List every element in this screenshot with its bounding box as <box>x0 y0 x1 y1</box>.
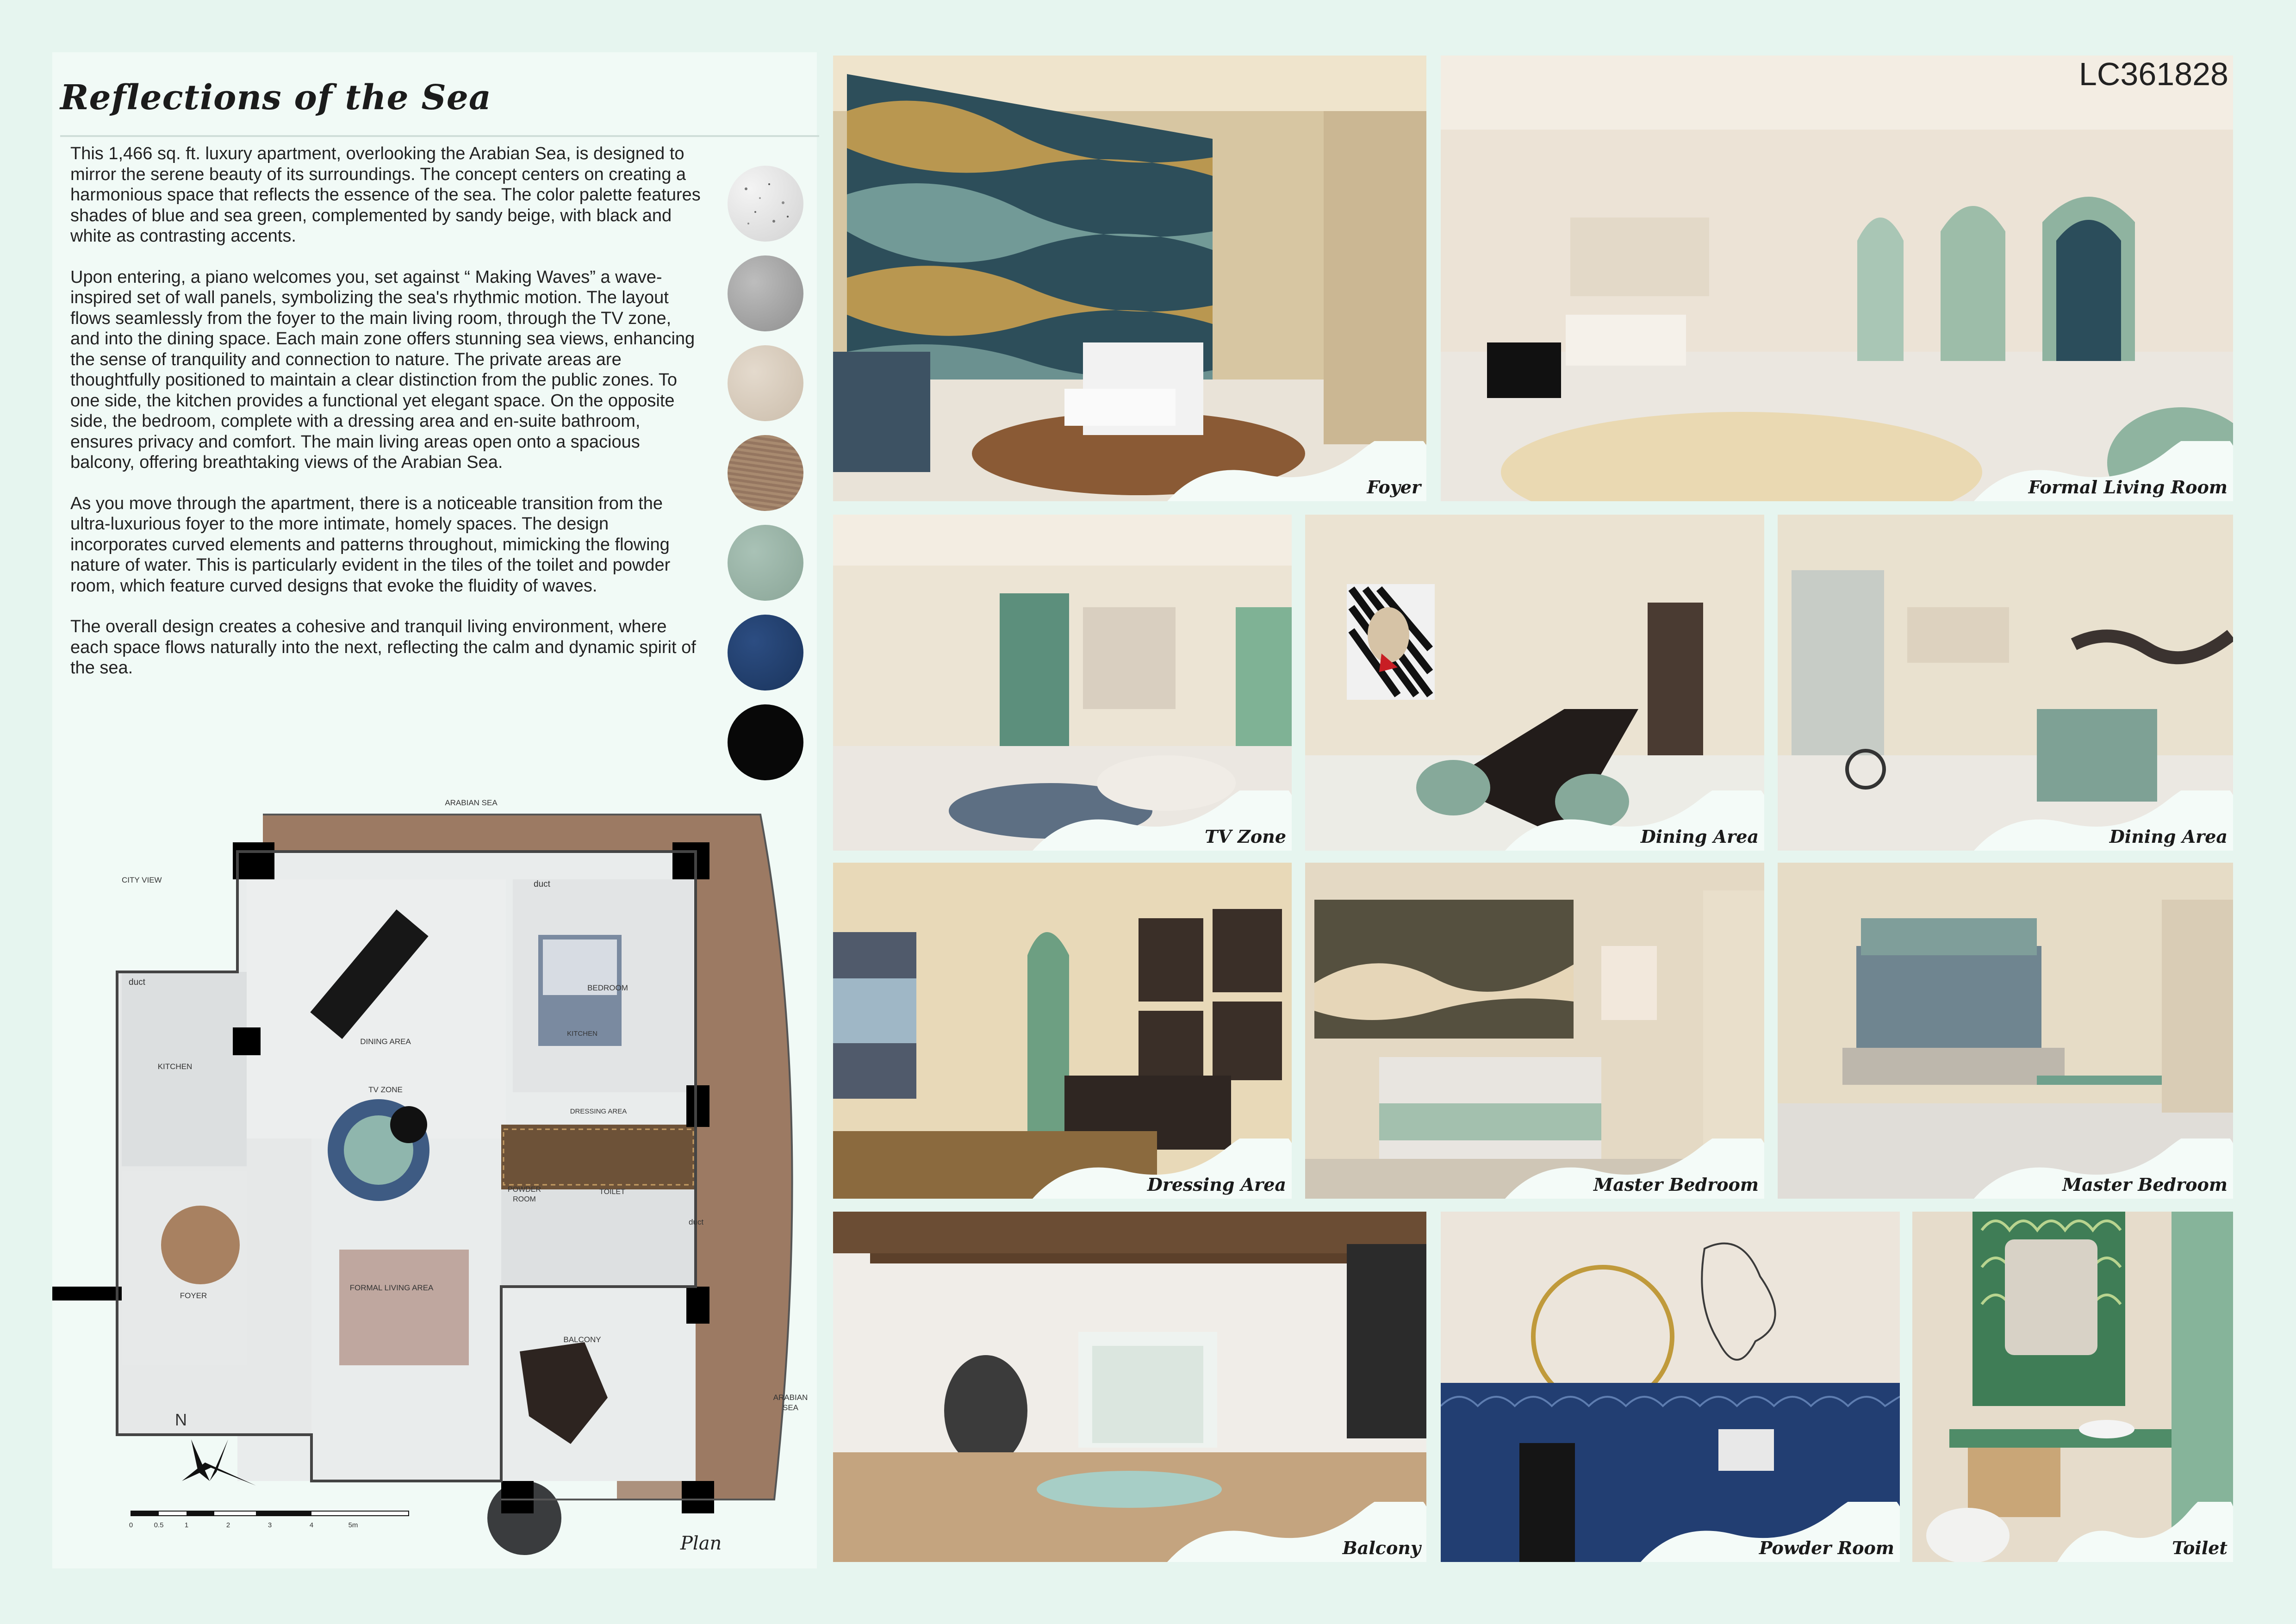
plan-caption: Plan <box>680 1533 722 1554</box>
caption-toilet: Toilet <box>2172 1537 2228 1558</box>
description-paragraph-2: Upon entering, a piano welcomes you, set against “ Making Waves” a wave-inspired set of wall panels, symbolizing the sea's rhythmic motion. The layout flows seamlessly from the foyer to the main living room, through the TV zone, and into the dining space. Each main zone offers stunning sea views, enhancing the sense of tranquility and connection to nature. The private areas are thoughtfully positioned to maintain a clear distinction from the public zones. To one side, the kitchen provides a functional yet elegant space. On the opposite side, the bedroom, complete with a dressing area and en-suite bathroom, ensures privacy and comfort. The main living areas open onto a spacious balcony, offering breathtaking views of the Arabian Sea. <box>70 267 695 472</box>
caption-master-bedroom-2: Master Bedroom <box>2062 1174 2228 1195</box>
plan-label-room: ROOM <box>513 1195 536 1203</box>
swatch-sea-green <box>728 525 803 601</box>
caption-dressing-area: Dressing Area <box>1147 1174 1286 1195</box>
photo-powder-room <box>1441 1212 1900 1562</box>
scale-tick-1: 1 <box>184 1521 189 1529</box>
photo-dressing-area <box>833 863 1292 1199</box>
caption-foyer: Foyer <box>1367 477 1421 498</box>
scale-tick-2: 2 <box>226 1521 230 1529</box>
scale-tick-5m: 5m <box>348 1521 358 1529</box>
caption-powder-room: Powder Room <box>1759 1537 1894 1558</box>
project-code: LC361828 <box>2078 56 2228 92</box>
description-paragraph-4: The overall design creates a cohesive and tranquil living environment, where each space flows naturally into the next, reflecting the calm and dynamic spirit of the sea. <box>70 617 696 678</box>
plan-label-balcony: BALCONY <box>563 1335 601 1344</box>
plan-label-arabian-sea-top: ARABIAN SEA <box>445 798 498 807</box>
plan-label-bedroom: BEDROOM <box>587 983 628 992</box>
caption-dining-area-1: Dining Area <box>1640 826 1759 847</box>
scale-tick-05: 0.5 <box>154 1521 164 1529</box>
description-paragraph-1: This 1,466 sq. ft. luxury apartment, overlooking the Arabian Sea, is designed to mirror the serene beauty of its surroundings. The concept centers on creating a harmonious space that reflects the essence of the sea. The color palette features shades of blue and sea green, complemented by sandy beige, with black and white as contrasting accents. <box>70 144 701 246</box>
north-label: N <box>175 1410 187 1429</box>
swatch-black <box>728 704 803 780</box>
plan-label-city-view: CITY VIEW <box>122 876 162 884</box>
swatch-grey <box>728 255 803 331</box>
plan-label-sea: SEA <box>782 1403 799 1412</box>
plan-label-duct-2: duct <box>129 977 145 987</box>
scale-bar <box>129 1511 409 1529</box>
plan-label-powder: POWDER <box>508 1186 541 1194</box>
scale-tick-4: 4 <box>309 1521 314 1529</box>
caption-tv-zone: TV Zone <box>1205 826 1286 847</box>
title-divider <box>60 135 819 137</box>
plan-label-arabian: ARABIAN <box>773 1393 808 1402</box>
floor-plan <box>52 787 817 1568</box>
photo-formal-living-room <box>1441 56 2233 501</box>
caption-formal-living-room: Formal Living Room <box>2028 477 2228 498</box>
photo-master-bedroom-1 <box>1305 863 1764 1199</box>
plan-label-kitchen: KITCHEN <box>157 1062 193 1071</box>
plan-label-dining: DINING AREA <box>360 1037 411 1046</box>
swatch-navy <box>728 615 803 691</box>
swatch-sand <box>728 345 803 421</box>
plan-label-foyer: FOYER <box>180 1291 207 1300</box>
plan-label-toilet: TOILET <box>599 1188 625 1196</box>
photo-master-bedroom-2 <box>1778 863 2233 1199</box>
description-paragraph-3: As you move through the apartment, there is a noticeable transition from the ultra-luxurious foyer to the more intimate, homely spaces. The design incorporates curved elements and patterns throughout, mimicking the flowing nature of water. This is particularly evident in the tiles of the toilet and powder room, which feature curved designs that evoke the fluidity of waves. <box>70 493 671 596</box>
scale-tick-0: 0 <box>129 1521 133 1529</box>
plan-label-kitchen-2: KITCHEN <box>567 1030 597 1038</box>
plan-label-dressing: DRESSING AREA <box>570 1108 627 1115</box>
photo-foyer <box>833 56 1426 501</box>
plan-label-tv-zone: TV ZONE <box>368 1085 403 1094</box>
description <box>70 143 705 699</box>
caption-balcony: Balcony <box>1342 1537 1421 1558</box>
photo-balcony <box>833 1212 1426 1562</box>
swatch-terrazzo <box>728 166 803 242</box>
photo-toilet <box>1912 1212 2233 1562</box>
plan-label-formal: FORMAL LIVING AREA <box>349 1283 434 1292</box>
page-title: Reflections of the Sea <box>60 78 492 118</box>
photo-tv-zone <box>833 515 1292 851</box>
plan-label-duct-3: duct <box>689 1218 704 1226</box>
caption-master-bedroom-1: Master Bedroom <box>1593 1174 1759 1195</box>
scale-tick-3: 3 <box>268 1521 272 1529</box>
plan-label-duct-1: duct <box>534 879 550 889</box>
photo-dining-area-1 <box>1305 515 1764 851</box>
swatch-wood <box>728 435 803 511</box>
photo-dining-area-2 <box>1778 515 2233 851</box>
caption-dining-area-2: Dining Area <box>2109 826 2228 847</box>
